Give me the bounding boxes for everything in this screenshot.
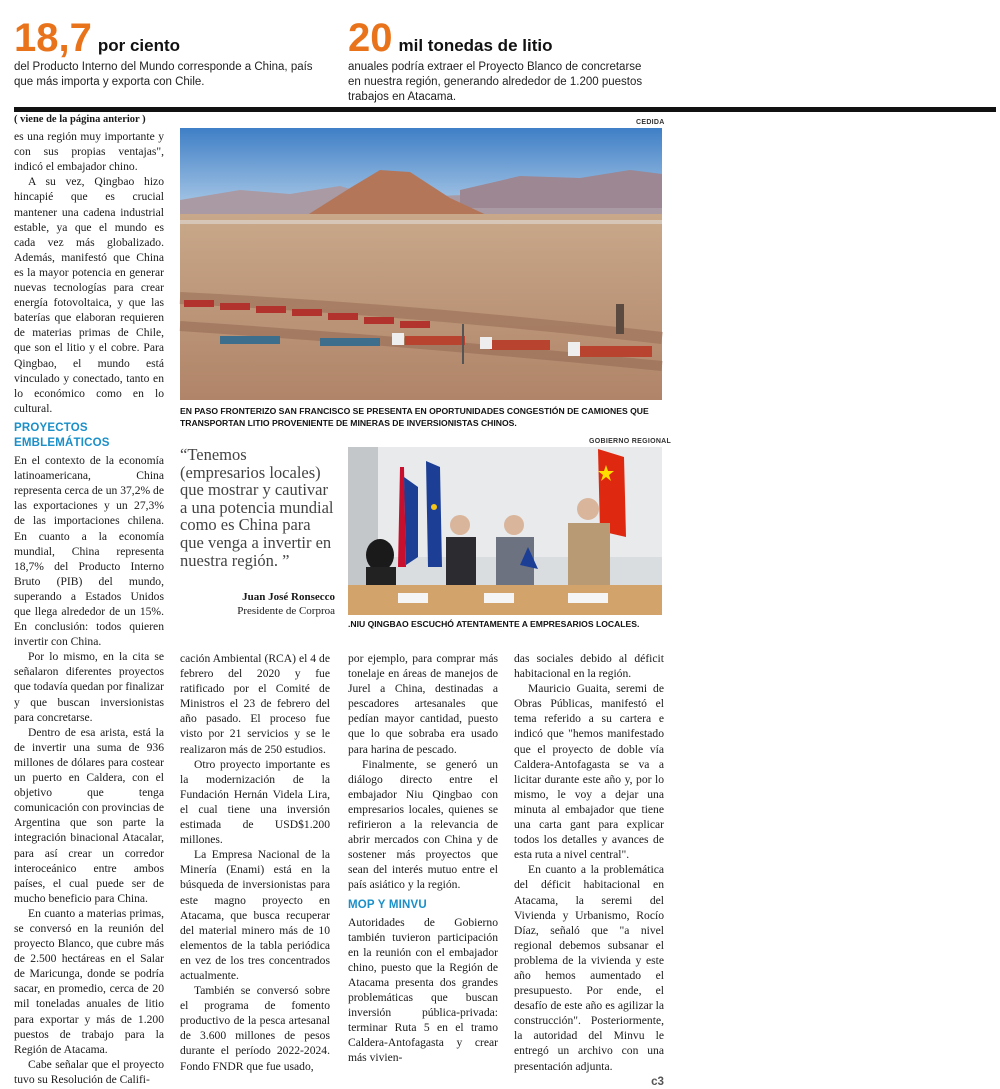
photo-caption: EN PASO FRONTERIZO SAN FRANCISCO SE PRESENTA EN OPORTUNIDADES CONGESTIÓN DE CAMIONES QUE TRANSPORTAN LITIO PROVENIENTE DE MINERAS DE INVERSIONISTAS CHINOS.	[180, 406, 649, 428]
paragraph: Dentro de esa arista, está la de invertir una suma de 936 millones de dólares para costear un puerto en Caldera, con el objetivo que tenga comunicación con provincias de Argentina que son parte la integración binacional Atacalar, para así crear un corredor interoceánico entre ambos países, el cual puede ser de mucho beneficio para China.	[14, 725, 164, 905]
trucks-desert-photo	[180, 128, 662, 400]
end-mark: c3	[651, 1074, 664, 1088]
paragraph: por ejemplo, para comprar más tonelaje en áreas de manejos de Jurel a China, destinadas a pescadores artesanales que pedían mayor cantidad, puesto que lo que sobraba era usado para harina de pescado.	[348, 652, 498, 756]
paragraph: es una región muy importante y con sus propias ventajas", indicó el embajador chino.	[14, 130, 164, 174]
paragraph: Cabe señalar que el proyecto tuvo su Resolución de Califi-	[14, 1057, 164, 1086]
stat-box-litio	[348, 18, 648, 105]
article-column-4	[514, 651, 664, 1089]
paragraph: La Empresa Nacional de la Minería (Enami) está en la búsqueda de inversionistas para este magno proyecto en Atacama, que busca recuperar del material minero más de 10 elementos de la tabla periódica en vez de los tres concentrados actualmente.	[180, 848, 330, 982]
paragraph: En cuanto a materias primas, se conversó en la reunión del proyecto Blanco, que cubre más de 2.500 hectáreas en el Salar de Maricunga, donde se podría sacar, en promedio, cerca de 20 mil toneladas anuales de litio para exportar y más de 1.200 puestos de trabajo para la Región de Atacama.	[14, 906, 164, 1056]
paragraph: A su vez, Qingbao hizo hincapié que es crucial mantener una cadena industrial estable, ya que el mundo es cada vez más globalizado. Además, manifestó que China es la mayor potencia en generar nuevas tecnologías para crear energía fotovoltaica, y que las baterías que elaboran requieren de materias primas de Chile, que son el litio y el cobre. Para Qingbao, el mundo está vinculado y conectado, tanto en lo económico como en lo cultural.	[14, 175, 164, 415]
quote-role: Presidente de Corproa	[237, 605, 335, 617]
paragraph: En cuanto a la problemática del déficit habitacional en Atacama, la seremi del Vivienda y Urbanismo, Rocío Díaz, señaló que "a nivel regional debemos subsanar el problema de la vivienda y este año hemos aumentado el presupuesto. Por ende, el desafío de este año es agilizar la construcción". Posteriormente, la autoridad del Minvu le entregó un archivo con una presentación adjunta.	[514, 863, 664, 1073]
paragraph: das sociales debido al déficit habitacional en la región.	[514, 652, 664, 681]
paragraph: También se conversó sobre el programa de fomento productivo de la pesca artesanal de 3.600 millones de pesos durante el período 2022-2024. Fondo FNDR que fue usado,	[180, 984, 330, 1073]
meeting-photo	[348, 447, 662, 615]
paragraph: Por lo mismo, en la cita se señalaron diferentes proyectos que todavía quedan por finalizar y que buscan inversionistas para concretarse.	[14, 650, 165, 724]
photo-credit: GOBIERNO REGIONAL	[589, 438, 672, 445]
article-column-2	[180, 651, 330, 1074]
paragraph: Otro proyecto importante es la modernización de la Fundación Hernán Videla Lira, el cual tiene una inversión estimada de USD$1.200 millones.	[180, 757, 330, 847]
pull-quote: “Tenemos (empresarios locales) que mostrar y cautivar a una potencia mundial como es China para que venga a invertir en nuestra región. ”	[180, 445, 334, 570]
stat-description: del Producto Interno del Mundo corresponde a China, país que más importa y exporta con Chile.	[14, 61, 313, 88]
paragraph: cación Ambiental (RCA) el 4 de febrero del 2020 y fue ratificado por el Comité de Ministros el 23 de febrero del año pasado. El proceso fue visto por 21 servicios y se le realizaron más de 250 estudios.	[180, 652, 330, 756]
article-column-3	[348, 651, 498, 1066]
article-column-1	[14, 112, 164, 1087]
stat-number: 18,7	[14, 16, 92, 60]
quote-attribution	[180, 590, 335, 618]
continued-from-label: ( viene de la página anterior )	[14, 114, 146, 125]
meeting-image	[348, 447, 662, 615]
paragraph: Finalmente, se generó un diálogo directo entre el embajador Niu Qingbao con empresarios locales, quienes se refirieron a la relevancia de abrir mercados con China y de sostener más proyectos que sean del interés mutuo entre el país asiático y la región.	[348, 757, 498, 892]
stat-unit: por ciento	[97, 36, 181, 55]
paragraph: Autoridades de Gobierno también tuvieron participación en la reunión con el embajador chino, puesto que la Región de Atacama presenta dos grandes problemáticas que buscan inversión pública-privada: terminar Ruta 5 en el tramo Caldera-Antofagasta y crear más vivien-	[348, 915, 498, 1065]
paragraph: En el contexto de la economía latinoamericana, China representa cerca de un 37,2% de las exportaciones y un 27,3% de las importaciones chilena. En cuanto a la economía mundial, China representa 18,7% del Producto Interno Bruto (PIB) del mundo, superando a Estados Unidos que llega alrededor de un 15%. En conclusión: todos quieren invertir con China.	[14, 454, 164, 649]
stat-description: anuales podría extraer el Proyecto Blanco de concretarse en nuestra región, generando alrededor de 1.200 puestos trabajos en Atacama.	[348, 61, 643, 103]
section-subhead: PROYECTOS EMBLEMÁTICOS	[14, 421, 110, 449]
section-subhead: MOP Y MINVU	[348, 898, 427, 911]
quote-name: Juan José Ronsecco	[242, 591, 335, 603]
stat-number: 20	[348, 16, 393, 60]
paragraph: Mauricio Guaita, seremi de Obras Públicas, manifestó el tema referido a su cartera e indicó que "hemos manifestado que el proyecto de doble vía Caldera-Antofagasta se va a licitar durante este año y, por lo mismo, le voy a dejar una minuta al embajador que tiene una carta gant para explicar todos los detalles y avances de esta ruta a nivel central".	[514, 682, 664, 862]
end-mark-line	[514, 1074, 664, 1089]
photo-credit: CEDIDA	[636, 119, 665, 126]
photo-caption: .NIU QINGBAO ESCUCHÓ ATENTAMENTE A EMPRESARIOS LOCALES.	[348, 619, 640, 629]
stat-unit: mil tonedas de litio	[398, 36, 553, 55]
stat-box-pib	[14, 18, 314, 90]
desert-landscape-image	[180, 128, 662, 400]
